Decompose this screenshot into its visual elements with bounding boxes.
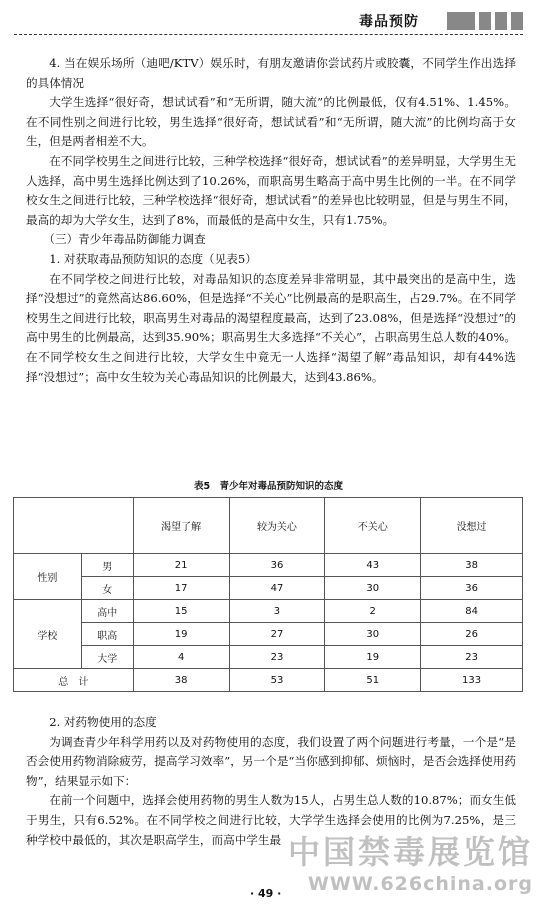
row-label: 女 [81,577,133,600]
table-cell: 19 [325,646,421,669]
row-label: 高中 [81,600,133,623]
table-corner-cell [14,498,134,554]
group-label: 性别 [14,554,82,600]
table-row [14,554,523,577]
table-cell: 38 [421,554,523,577]
header-decoration [447,12,523,30]
header-title: 毒品预防 [359,14,419,30]
column-header: 不关心 [325,498,421,554]
table-cell: 43 [325,554,421,577]
column-header: 较为关心 [229,498,325,554]
table-cell: 38 [133,669,229,692]
table-caption: 表5 青少年对毒品预防知识的态度 [193,481,344,492]
subheading: 2. 对药物使用的态度 [49,715,157,729]
table-cell: 2 [325,600,421,623]
table-row [14,600,523,623]
main-text [26,54,516,387]
table-cell: 27 [229,623,325,646]
table-cell: 30 [325,577,421,600]
main-text-continued [26,713,516,850]
table-cell: 21 [133,554,229,577]
group-label: 学校 [14,600,82,669]
column-header: 没想过 [421,498,523,554]
table-cell: 23 [421,646,523,669]
table-cell: 15 [133,600,229,623]
paragraph: 在不同学校之间进行比较，对毒品知识的态度差异非常明显，其中最突出的是高中生，选择“没想过”的竟然高达86.60%，但是选择“不关心”比例最高的是职高生，占29.7%。在不同学校男生之间进行比较，职高男生对毒品的渴望程度最高，达到了23.08%，但是选择“没想过”的高中男生的比例最高，达到35.90%；职高男生大多选择“不关心”，占职高男生总人数的40%。在不同学校女生之间进行比较，大学女生中竟无一人选择“渴望了解”毒品知识，却有44%选择“没想过”；高中女生较为关心毒品知识的比例最大，达到43.86%。 [26,271,516,384]
paragraph: 在前一个问题中，选择会使用药物的男生人数为15人，占男生总人数的10.87%；而女生低于男生，只有6.52%。在不同学校之间进行比较，大学学生选择会使用的比例为7.25%，是三种学校中最低的，其次是职高学生，而高中学生最 [26,793,516,847]
table-cell: 4 [133,646,229,669]
table-cell: 36 [421,577,523,600]
paragraph: 在不同学校男生之间进行比较，三种学校选择“很好奇，想试试看”的差异明显，大学男生无人选择，高中男生选择比例达到了10.26%，而职高男生略高于高中男生比例的一半。在不同学校女生之间进行比较，三种学校选择“很好奇，想试试看”的差异也比较明显，但是与男生不同，最高的却为大学女生，达到了8%，而最低的是高中女生，只有1.75%。 [26,153,516,227]
question-4: 4. 当在娱乐场所（迪吧/KTV）娱乐时，有朋友邀请你尝试药片或胶囊，不同学生作出选择的具体情况 [26,56,516,90]
total-label: 总 计 [14,669,134,692]
paragraph: 大学生选择“很好奇，想试试看”和“无所谓，随大流”的比例最低，仅有4.51%、1.45%。在不同性别之间进行比较，男生选择“很好奇，想试试看”和“无所谓，随大流”的比例均高于女生，但是两者相差不大。 [26,95,516,149]
watermark-title: 中国禁毒展览馆 [287,833,533,871]
table-row [14,646,523,669]
section-heading: （三）青少年毒品防御能力调查 [43,232,206,247]
table-cell: 3 [229,600,325,623]
table-cell: 23 [229,646,325,669]
page-number: · 49 · [250,887,282,900]
table-cell: 17 [133,577,229,600]
table-cell: 133 [421,669,523,692]
header-divider [14,34,523,35]
table-5 [13,497,523,692]
table-cell: 51 [325,669,421,692]
watermark [253,832,533,904]
table-cell: 30 [325,623,421,646]
table-cell: 47 [229,577,325,600]
row-label: 大学 [81,646,133,669]
paragraph: 为调查青少年科学用药以及对药物使用的态度，我们设置了两个问题进行考量，一个是“是否会使用药物消除疲劳，提高学习效率”，另一个是“当你感到抑郁、烦恼时，是否会选择使用药物”，结果显示如下： [26,734,516,788]
table-cell: 26 [421,623,523,646]
table-cell: 19 [133,623,229,646]
table-total-row [14,669,523,692]
row-label: 职高 [81,623,133,646]
watermark-url: WWW.626china.org [307,873,533,895]
table-cell: 84 [421,600,523,623]
subheading: 1. 对获取毒品预防知识的态度（见表5） [49,251,257,266]
table-cell: 36 [229,554,325,577]
table-row [14,577,523,600]
table-header-row [14,498,523,554]
table-row [14,623,523,646]
row-label: 男 [81,554,133,577]
column-header: 渴望了解 [133,498,229,554]
table-cell: 53 [229,669,325,692]
